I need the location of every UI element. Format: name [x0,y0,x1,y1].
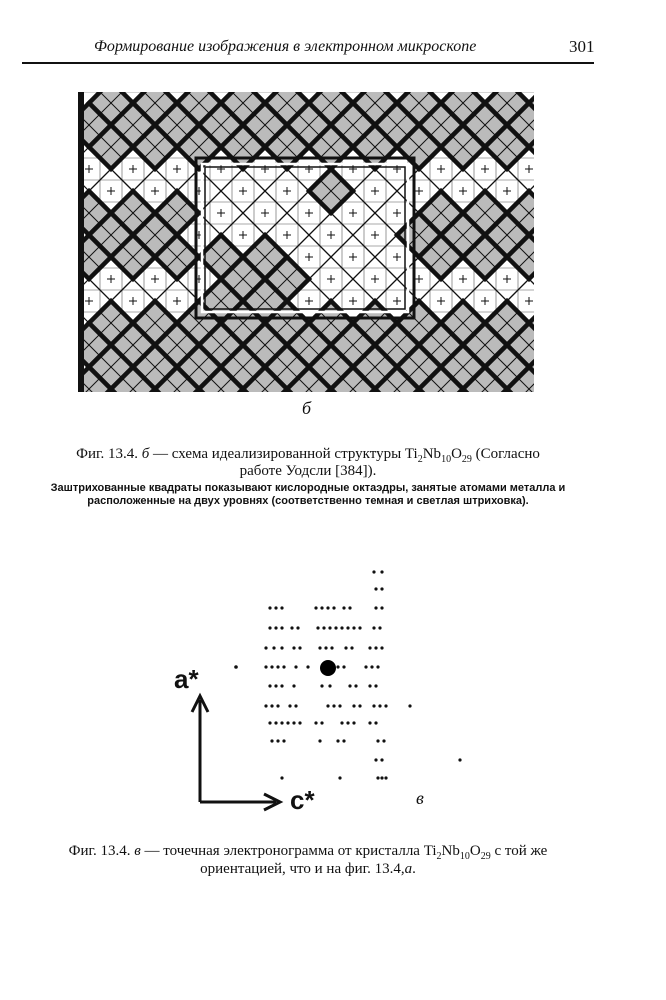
axis-c-star-label: c* [290,785,315,815]
figure-b-note-line2: расположенные на двух уровнях (соответственно темная и светлая штриховка). [87,495,529,507]
header-rule [22,62,594,64]
structure-schematic-figure [78,92,534,392]
axis-a-star-label: a* [174,664,199,694]
figure-b-note-line1: Заштрихованные квадраты показывают кислородные октаэдры, занятые атомами металла и [50,482,566,494]
figure-v-label: в [416,788,424,808]
page-number: 301 [569,37,595,56]
figure-b-caption-line1: Фиг. 13.4. б — схема идеализированной структуры $Ti_2Nb_{10}O_{29}$ (Согласно [76,446,540,465]
figure-b-caption-line2: работе Уодсли [384]). [239,463,377,479]
figure-b-label: б [302,398,312,418]
running-header-title: Формирование изображения в электронном микроскопе [94,38,477,55]
electron-diffraction-pattern [170,560,470,820]
figure-v-caption-line1: Фиг. 13.4. в — точечная электронограмма от кристалла $Ti_2Nb_{10}O_{29}$ с той же [68,843,548,862]
figure-v-caption-line2: ориентацией, что и на фиг. 13.4,а. [200,861,416,877]
